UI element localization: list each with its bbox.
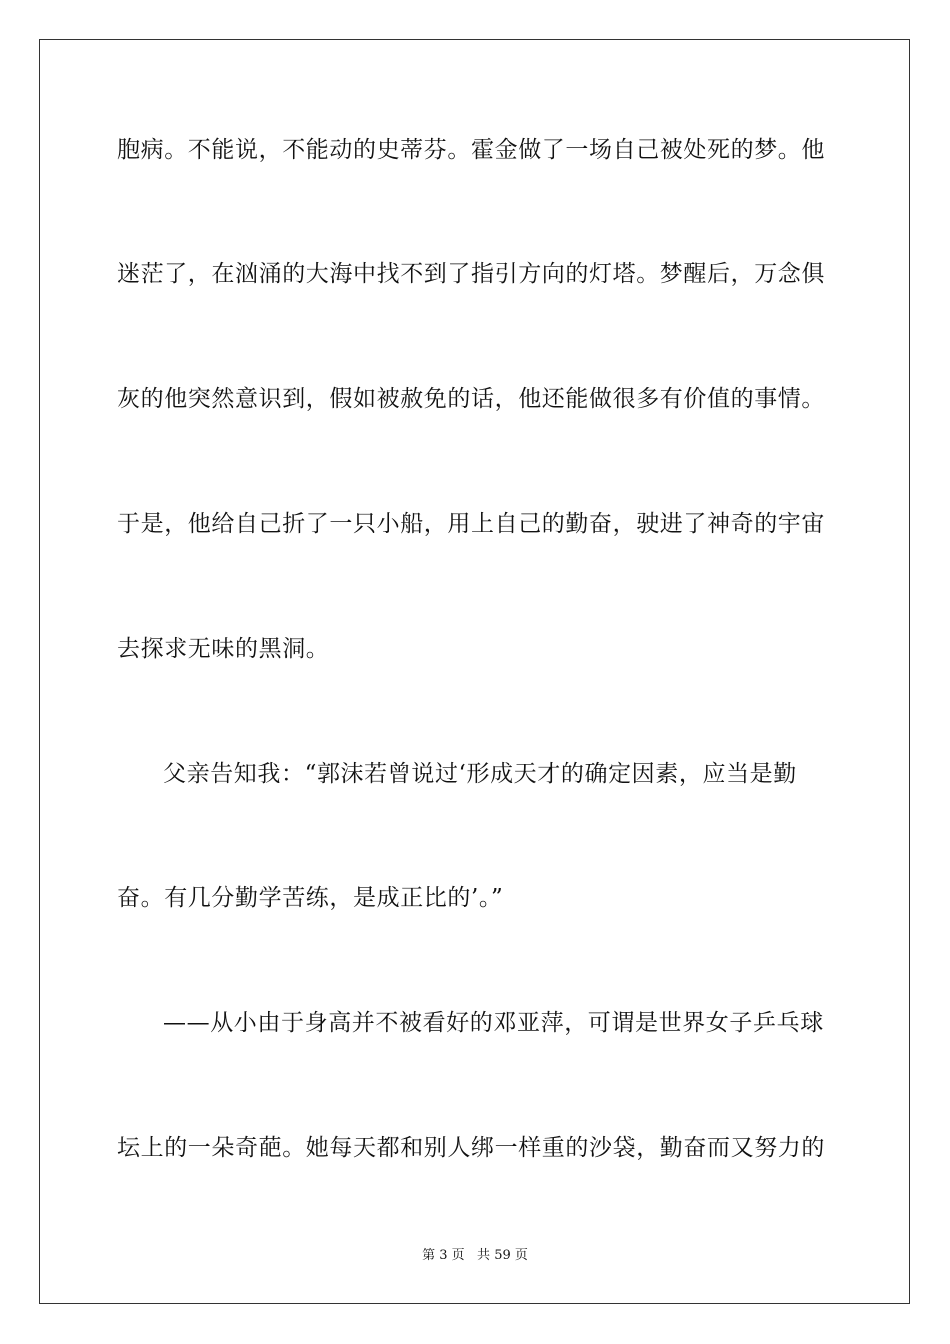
page-number-footer: 第 3 页 共 59 页 [422,1248,528,1263]
paragraph-line-2: 迷茫了，在汹涌的大海中找不到了指引方向的灯塔。梦醒后，万念俱 [117,261,825,287]
paragraph-line-3: 灰的他突然意识到，假如被赦免的话，他还能做很多有价值的事情。 [117,386,825,412]
paragraph-line-4: 于是，他给自己折了一只小船，用上自己的勤奋，驶进了神奇的宇宙 [117,511,825,537]
paragraph-line-9: 坛上的一朵奇葩。她每天都和别人绑一样重的沙袋，勤奋而又努力的 [117,1135,825,1161]
paragraph-line-1: 胞病。不能说，不能动的史蒂芬。霍金做了一场自己被处死的梦。他 [117,137,825,163]
page-frame [39,39,910,1304]
paragraph-line-5: 去探求无味的黑洞。 [117,636,330,662]
paragraph-line-6: 父亲告知我：“郭沫若曾说过‘形成天才的确定因素，应当是勤 [163,761,797,787]
paragraph-line-7: 奋。有几分勤学苦练，是成正比的’。” [117,885,504,911]
paragraph-line-8: ——从小由于身高并不被看好的邓亚萍，可谓是世界女子乒乓球 [163,1010,824,1036]
